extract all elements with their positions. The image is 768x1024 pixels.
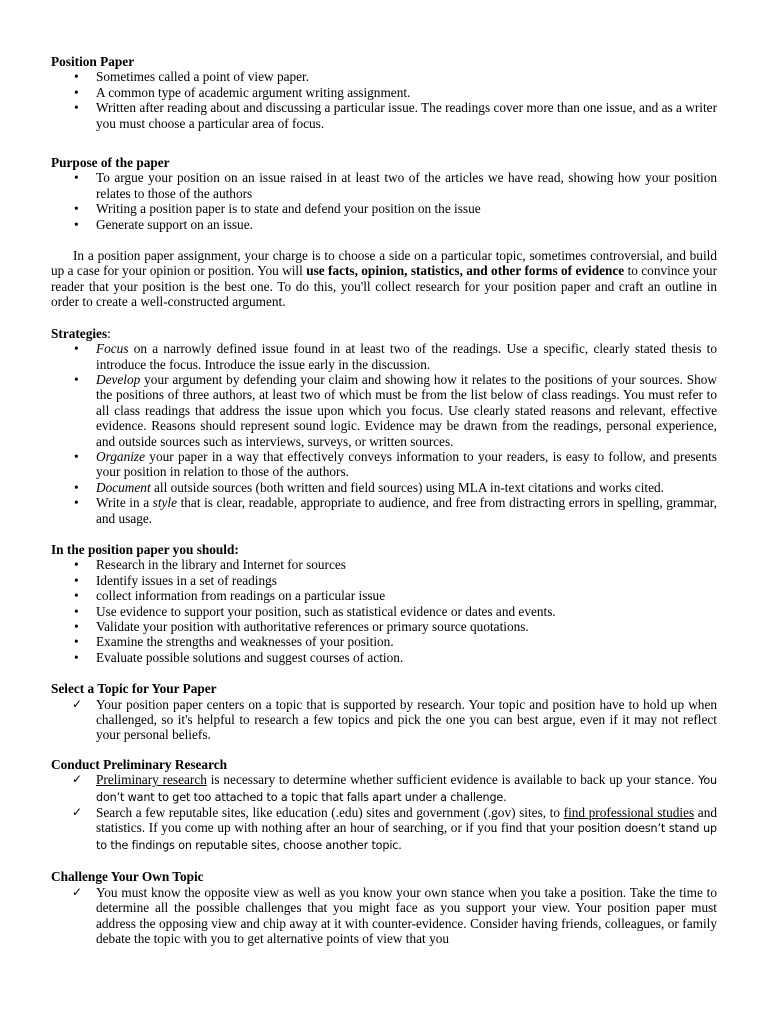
strategies-heading: Strategies: bbox=[51, 325, 111, 341]
challenge-list bbox=[51, 885, 717, 947]
position-paper-heading: Position Paper bbox=[51, 54, 135, 69]
should-heading: In the position paper you should: bbox=[51, 541, 239, 557]
checklist-item: ✓ Search a few reputable sites, like education (.edu) sites and government (.gov) sites, to find professional studies and statistics. If you come up with nothing after an hour of searching, or if you find that your position doesn’t stand up to the findings on reputable sites, choose another topic. bbox=[51, 805, 717, 853]
strategy-organize: • Organize your paper in a way that effectively conveys information to your readers, is easy to follow, and presents your position in relation to those of the authors. bbox=[51, 449, 717, 480]
intro-paragraph: In a position paper assignment, your charge is to choose a side on a particular topic, sometimes controversial, and build up a case for your opinion or position. You will use facts, opinion, statistics, and other forms of evidence to convince your reader that your position is the best one. To do this, you'll collect research for your position paper and craft an outline in order to create a well-constructed argument. bbox=[51, 248, 718, 310]
checklist-item: ✓ You must know the opposite view as well as you know your own stance when you take a position. Take the time to determine all the possible challenges that you might face as you support your view. Your position paper must address the opposing view and chip away at it with counter-evidence. Consider having friends, colleagues, or family debate the topic with you to get alternative points of view that you bbox=[51, 885, 717, 947]
list-item: • A common type of academic argument writing assignment. bbox=[51, 85, 717, 100]
checklist-item: ✓ Your position paper centers on a topic that is supported by research. Your topic and position have to hold up when challenged, so it's helpful to research a few topics and pick the one you can best argue, even if it may not reflect your personal beliefs. bbox=[51, 697, 717, 743]
list-item: • collect information from readings on a particular issue bbox=[51, 588, 717, 603]
topic-list bbox=[51, 697, 717, 743]
document-page bbox=[51, 54, 717, 946]
find-professional-studies-link[interactable]: find professional studies bbox=[563, 805, 695, 821]
strategy-focus: • Focus on a narrowly defined issue found in at least two of the readings. Use a specific, clearly stated thesis to introduce the focus. Introduce the issue early in the discussion. bbox=[51, 341, 717, 372]
strategies-list bbox=[51, 341, 717, 526]
list-item: • Sometimes called a point of view paper. bbox=[51, 69, 717, 84]
list-item: • Evaluate possible solutions and suggest courses of action. bbox=[51, 650, 717, 665]
preliminary-research-link[interactable]: Preliminary research bbox=[96, 772, 207, 788]
research-list bbox=[51, 772, 717, 853]
strategy-document: • Document all outside sources (both written and field sources) using MLA in-text citations and works cited. bbox=[51, 480, 717, 495]
position-paper-list bbox=[51, 69, 717, 131]
challenge-heading: Challenge Your Own Topic bbox=[51, 869, 204, 885]
list-item: • Research in the library and Internet for sources bbox=[51, 557, 717, 572]
checklist-item: ✓ Preliminary research is necessary to determine whether sufficient evidence is available to back up your stance. You don’t want to get too attached to a topic that falls apart under a challenge. bbox=[51, 772, 717, 805]
purpose-heading: Purpose of the paper bbox=[51, 155, 170, 171]
list-item: • Use evidence to support your position, such as statistical evidence or dates and events. bbox=[51, 604, 717, 619]
topic-heading: Select a Topic for Your Paper bbox=[51, 681, 217, 697]
list-item: • To argue your position on an issue raised in at least two of the articles we have read, showing how your position relates to those of the authors bbox=[51, 170, 717, 201]
strategy-develop: • Develop your argument by defending your claim and showing how it relates to the positions of your sources. Show the positions of three authors, at least two of which must be from the list below of class readings. You must refer to all class readings that address the issue upon which you focus. Use clearly stated reasons and relevant, effective evidence. Reasons should represent sound logic. Evidence may be drawn from the readings, personal experience, and outside sources such as interviews, surveys, or written sources. bbox=[51, 372, 717, 449]
should-list bbox=[51, 557, 717, 665]
list-item: • Validate your position with authoritative references or primary source quotations. bbox=[51, 619, 717, 634]
research-heading: Conduct Preliminary Research bbox=[51, 756, 228, 772]
list-item: • Writing a position paper is to state and defend your position on the issue bbox=[51, 201, 717, 216]
list-item: • Generate support on an issue. bbox=[51, 217, 717, 232]
intro-bold-phrase: use facts, opinion, statistics, and other forms of evidence bbox=[306, 263, 625, 279]
strategy-style: • Write in a style that is clear, readable, appropriate to audience, and free from distracting errors in spelling, grammar, and usage. bbox=[51, 495, 717, 526]
list-item: • Written after reading about and discussing a particular issue. The readings cover more than one issue, and as a writer you must choose a particular area of focus. bbox=[51, 100, 717, 131]
list-item: • Identify issues in a set of readings bbox=[51, 573, 717, 588]
list-item: • Examine the strengths and weaknesses of your position. bbox=[51, 634, 717, 649]
purpose-list bbox=[51, 170, 717, 232]
